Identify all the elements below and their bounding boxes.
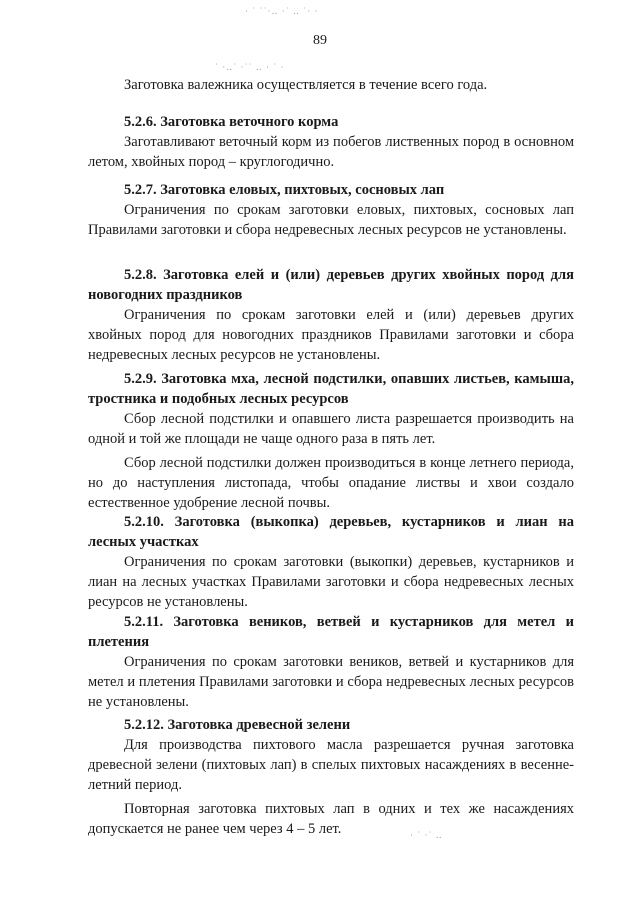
scan-noise: · ˙ ·˙ ‥ xyxy=(410,830,443,840)
paragraph-text: Ограничения по срокам заготовки веников, ветвей и кустарников для метел и плетения Правилами заготовки и сбора недревесных лесных ресурсов не установлены. xyxy=(88,654,574,710)
section-5-2-6 xyxy=(88,112,574,172)
section-5-2-10 xyxy=(88,512,574,612)
paragraph-text: Для производства пихтового масла разрешается ручная заготовка древесной зелени (пихтовых лап) в спелых пихтовых насаждениях в весенне-летний период. xyxy=(88,737,574,793)
section-heading: 5.2.12. Заготовка древесной зелени xyxy=(124,717,351,733)
section-heading: 5.2.10. Заготовка (выкопка) деревьев, кустарников и лиан на лесных участках xyxy=(88,514,574,550)
paragraph-text: Ограничения по срокам заготовки елей и (или) деревьев других хвойных пород для новогодних праздников Правилами заготовки и сбора недревесных лесных ресурсов не установлены. xyxy=(88,307,574,363)
paragraph-text: Ограничения по срокам заготовки (выкопки) деревьев, кустарников и лиан на лесных участках Правилами заготовки и сбора недревесных лесных ресурсов не установлены. xyxy=(88,554,574,610)
section-heading: 5.2.7. Заготовка еловых, пихтовых, сосновых лап xyxy=(124,182,445,198)
section-5-2-7 xyxy=(88,180,574,240)
scan-noise: · ˙ ˙˙·‥ ·˙ ‥ ˙· · xyxy=(245,6,319,16)
paragraph-text: Сбор лесной подстилки должен производиться в конце летнего периода, но до наступления листопада, чтобы опадание листвы и хвои создало естественное удобрение лесной почвы. xyxy=(88,455,574,511)
section-5-2-11 xyxy=(88,612,574,712)
section-heading: 5.2.6. Заготовка веточного корма xyxy=(124,114,339,130)
section-5-2-12 xyxy=(88,715,574,839)
section-heading: 5.2.11. Заготовка веников, ветвей и кустарников для метел и плетения xyxy=(88,614,574,650)
intro-paragraph xyxy=(88,75,574,95)
paragraph-text: Заготавливают веточный корм из побегов лиственных пород в основном летом, хвойных пород – круглогодично. xyxy=(88,134,574,170)
section-5-2-9 xyxy=(88,369,574,513)
section-heading: 5.2.9. Заготовка мха, лесной подстилки, опавших листьев, камыша, тростника и подобных лесных ресурсов xyxy=(88,371,574,407)
section-5-2-8 xyxy=(88,265,574,365)
section-heading: 5.2.8. Заготовка елей и (или) деревьев других хвойных пород для новогодних праздников xyxy=(88,267,574,303)
paragraph-text: Повторная заготовка пихтовых лап в одних и тех же насаждениях допускается не ранее чем через 4 – 5 лет. xyxy=(88,801,574,837)
paragraph-text: Заготовка валежника осуществляется в течение всего года. xyxy=(124,77,488,93)
page-number: 89 xyxy=(313,33,327,48)
paragraph-text: Ограничения по срокам заготовки еловых, пихтовых, сосновых лап Правилами заготовки и сбора недревесных лесных ресурсов не установлены. xyxy=(88,202,574,238)
paragraph-text: Сбор лесной подстилки и опавшего листа разрешается производить на одной и той же площади не чаще одного раза в пять лет. xyxy=(88,411,574,447)
scan-noise: ˙ ·‥˙ ·˙˙ ‥ · ˙ · xyxy=(215,62,285,72)
